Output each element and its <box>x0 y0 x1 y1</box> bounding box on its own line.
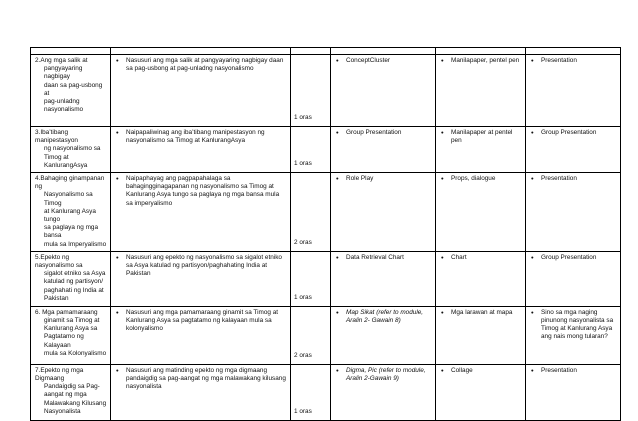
strategy-cell: • Map Sikat (refer to module, Aralin 2- Gawain 8) <box>331 306 436 364</box>
objective-cell: • Nasusuri ang epekto ng nasyonalismo sa sigalot etniko sa Asya katulad ng partisyon/paghahating India at Pakistan <box>111 251 291 306</box>
lesson-plan-table <box>30 47 621 421</box>
hours-cell: 1 oras <box>291 55 331 127</box>
assessment-cell: • Group Presentation <box>526 251 621 306</box>
header-cell <box>291 48 331 55</box>
topic-cell: 5.Epekto ng nasyonalismo sa sigalot etniko sa Asya katulad ng partisyon/ paghahati ng India at Pakistan <box>31 251 111 306</box>
hours-cell: 1 oras <box>291 251 331 306</box>
table-row <box>31 251 621 306</box>
assessment-cell: • Presentation <box>526 364 621 420</box>
table-row <box>31 127 621 173</box>
materials-cell: • Collage <box>436 364 526 420</box>
hours-cell: 1 oras <box>291 364 331 420</box>
topic-cell: 4.Bahaging ginampanan ng Nasyonalismo sa Timog at Kanlurang Asya tungo sa paglaya ng mga bansa mula sa Imperyalismo <box>31 173 111 252</box>
hours-cell: 1 oras <box>291 127 331 173</box>
topic-cell: 2.Ang mga salik at pangyayaring nagbigay daan sa pag-usbong at pag-unladng nasyonalismo <box>31 55 111 127</box>
objective-cell: • Nasusuri ang mga pamamaraang ginamit sa Timog at Kanlurang Asya sa pagtatamo ng kalayaan mula sa kolonyalismo <box>111 306 291 364</box>
topic-cell: 6. Mga pamamaraang ginamit sa Timog at Kanlurang Asya sa Pagtatamo ng Kalayaan mula sa Kolonyalismo <box>31 306 111 364</box>
header-cell <box>31 48 111 55</box>
assessment-cell: • Group Presentation <box>526 127 621 173</box>
hours-cell: 2 oras <box>291 306 331 364</box>
table-row <box>31 364 621 420</box>
header-cell <box>331 48 436 55</box>
materials-cell: • Manilapaper, pentel pen <box>436 55 526 127</box>
materials-cell: • Chart <box>436 251 526 306</box>
materials-cell: • Manilapaper at pentel pen <box>436 127 526 173</box>
objective-cell: • Nasusuri ang mga salik at pangyayaring nagbigay daan sa pag-usbong at pag-unladng nasyonalismo <box>111 55 291 127</box>
strategy-cell: • ConceptCluster <box>331 55 436 127</box>
assessment-cell: • Presentation <box>526 55 621 127</box>
topic-cell: 3.Iba’tibang manipestasyon ng nasyonalismo sa Timog at KanlurangAsya <box>31 127 111 173</box>
topic-cell: 7.Epekto ng mga Digmaang Pandaigdig sa Pag- aangat ng mga Malawakang Kilusang Nasyonalista <box>31 364 111 420</box>
strategy-cell: • Group Presentation <box>331 127 436 173</box>
objective-cell: • Naipapaliwinag ang iba’tibang manipestasyon ng nasyonalismo sa Timog at KanlurangAsya <box>111 127 291 173</box>
header-cell <box>111 48 291 55</box>
table-header-row <box>31 48 621 55</box>
table-row <box>31 306 621 364</box>
assessment-cell: • Sino sa mga naging pinunong nasyonalista sa Timog at Kanlurang Asya ang nais mong tularan? <box>526 306 621 364</box>
objective-cell: • Naipaphayag ang pagpapahalaga sa bahagingginagapanan ng nasyonalismo sa Timog at Kanlurang Asya tungo sa paglaya ng mga bansa mula sa imperyalismo <box>111 173 291 252</box>
materials-cell: • Mga larawan at mapa <box>436 306 526 364</box>
table-row <box>31 173 621 252</box>
materials-cell: • Props, dialogue <box>436 173 526 252</box>
strategy-cell: • Data Retrieval Chart <box>331 251 436 306</box>
header-cell <box>436 48 526 55</box>
table-row <box>31 55 621 127</box>
strategy-cell: • Digma, Pic (refer to module, Aralin 2-Gawain 9) <box>331 364 436 420</box>
assessment-cell: • Presentation <box>526 173 621 252</box>
header-cell <box>526 48 621 55</box>
objective-cell: • Nasusuri ang matinding epekto ng mga digmaang pandaigdig sa pag-aangat ng mga malawakang kilusang nasyonalista <box>111 364 291 420</box>
hours-cell: 2 oras <box>291 173 331 252</box>
strategy-cell: • Role Play <box>331 173 436 252</box>
